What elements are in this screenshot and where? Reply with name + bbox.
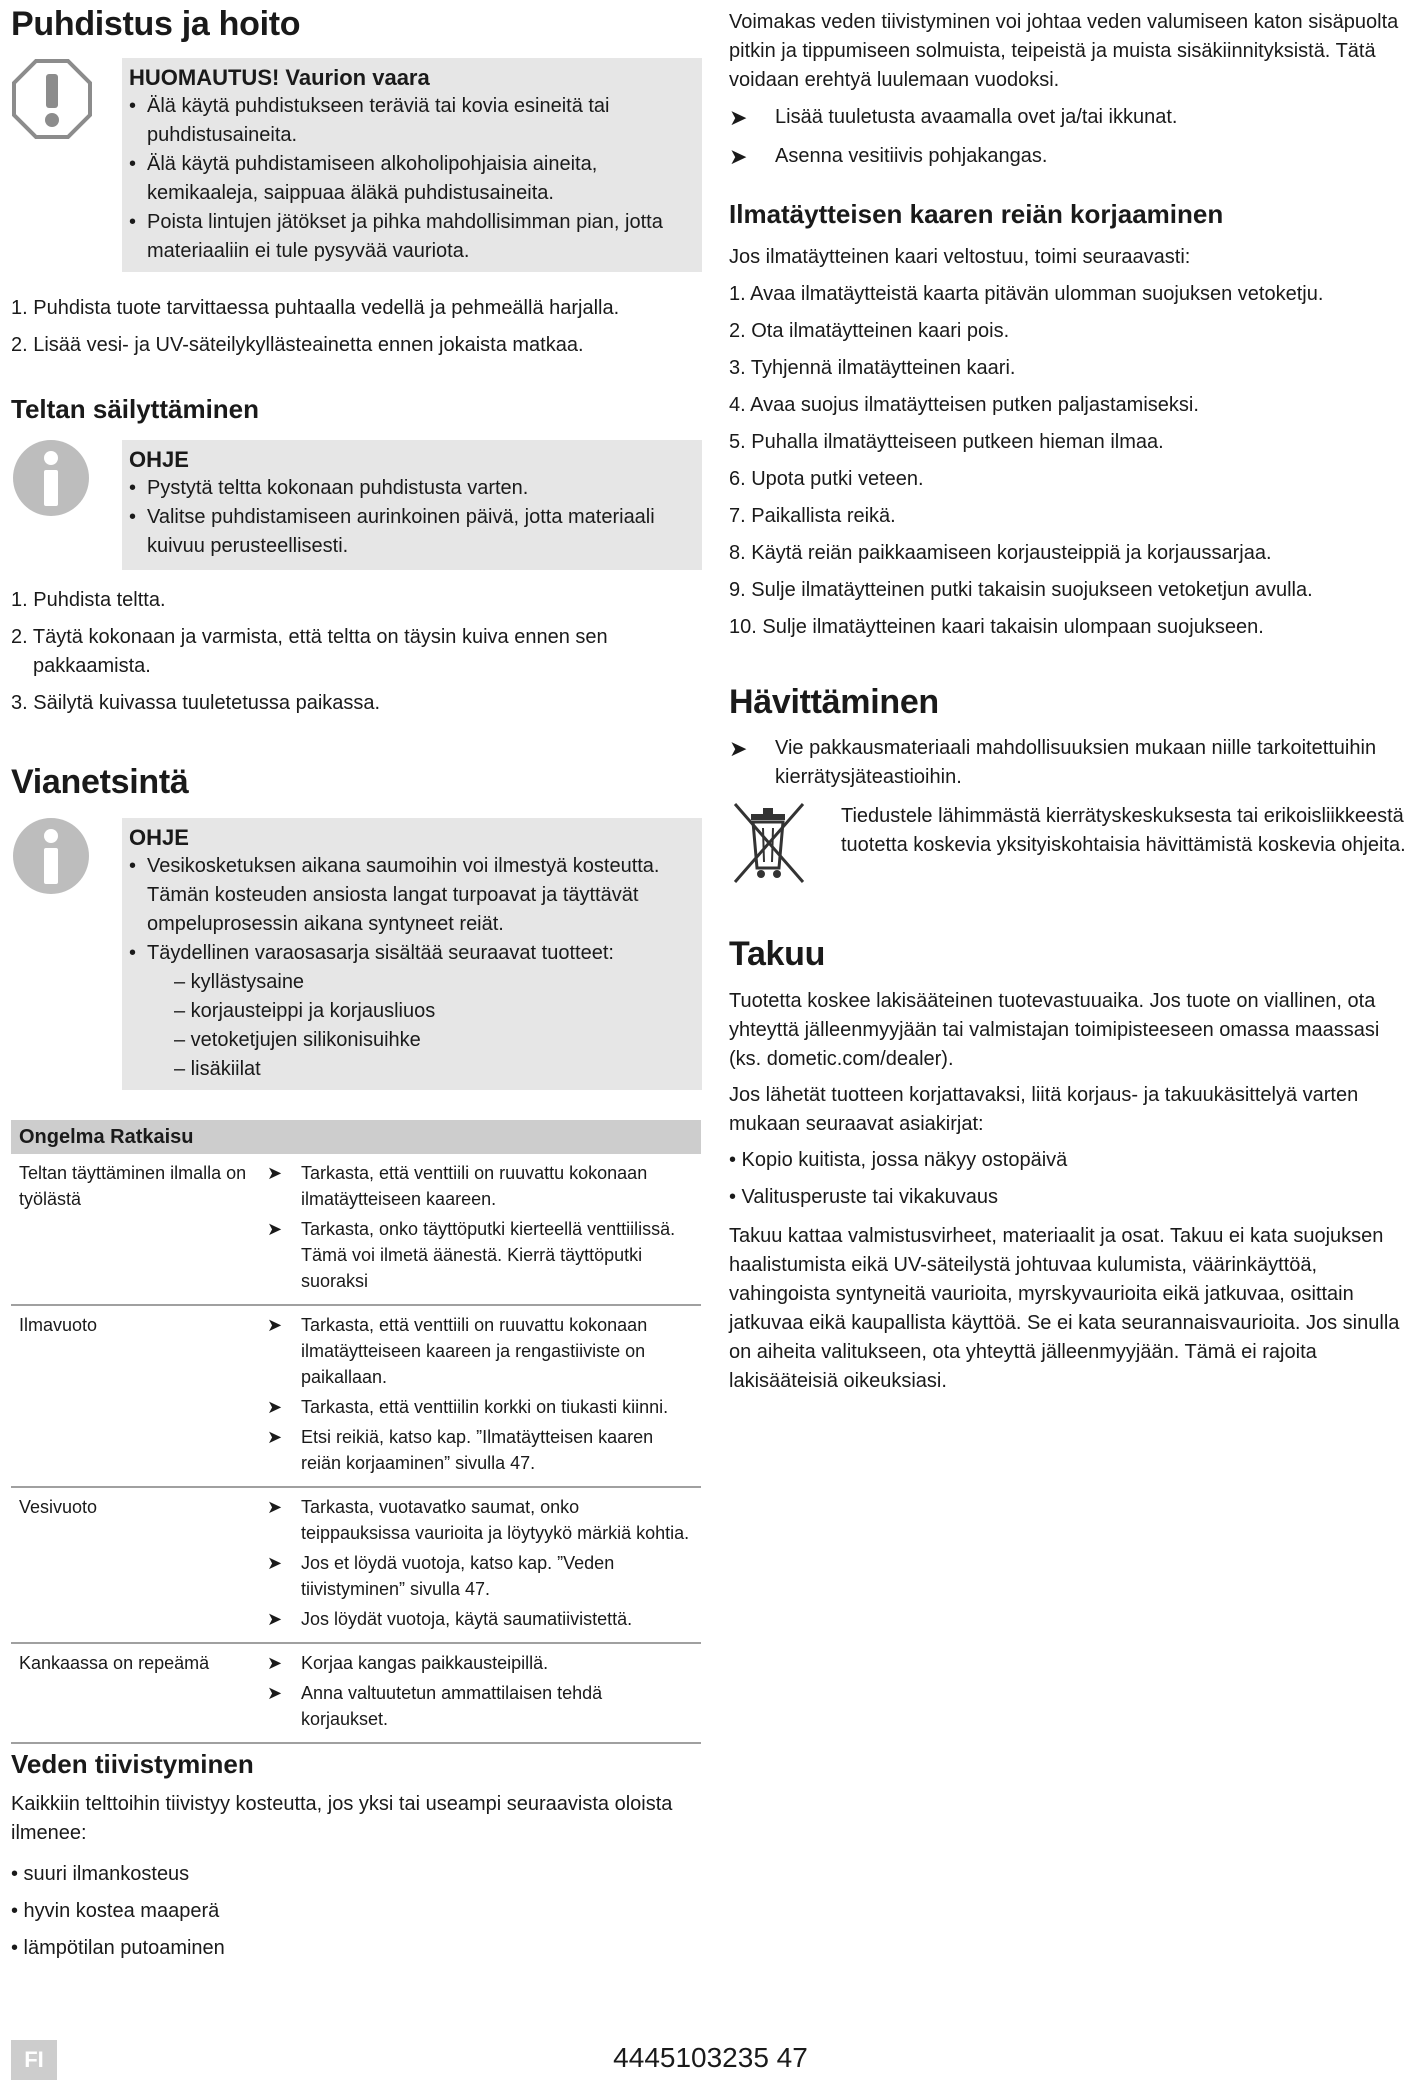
repair-intro: Jos ilmatäytteinen kaari veltostuu, toimi seuraavasti: <box>729 246 1191 268</box>
action-text: Lisää tuuletusta avaamalla ovet ja/tai ikkunat. <box>775 106 1178 128</box>
step: 7. Paikallista reikä. <box>729 505 896 527</box>
step: 9. Sulje ilmatäytteinen putki takaisin suojukseen vetoketjun avulla. <box>729 579 1313 601</box>
warranty-p3: Takuu kattaa valmistusvirheet, materiaalit ja osat. Takuu ei kata suojuksen haalistumista eikä UV-säteilystä johtuvaa kulumista, väärinkäyttöä, vahingoista syntyneitä vaurioita, myrskyvaurioita eikä jatkuvaa, osittain jatkuvaa eikä kaupallista käyttöä. Se ei kata seurannaisvaurioita. Jos sinulla on aiheita valitukseen, ota yhteyttä jälleenmyyjään. Tämä ei rajoita lakisääteisiä oikeuksiasi. <box>729 1225 1400 1392</box>
arrow-icon: ➤ <box>267 1609 283 1629</box>
condensation-intro: Kaikkiin telttoihin tiivistyy kosteutta, jos yksi tai useampi seuraavista oloista ilmenee: <box>11 1793 673 1844</box>
condensation-title: Veden tiivistyminen <box>11 1749 254 1779</box>
step: 2. Lisää vesi- ja UV-säteilykyllästeainetta ennen jokaista matkaa. <box>11 334 584 356</box>
troubleshooting-table <box>11 1120 701 1744</box>
info-circle-icon <box>11 816 91 905</box>
condensation-bullets <box>11 1860 701 1971</box>
solution-cell <box>257 1643 701 1743</box>
notice-title: OHJE <box>129 825 189 850</box>
arrow-icon: ➤ <box>267 1683 283 1703</box>
solution-text: Jos löydät vuotoja, käytä saumatiivistettä. <box>301 1609 633 1629</box>
disposal-actions <box>729 734 1414 802</box>
troubleshooting-title: Vianetsintä <box>11 763 189 801</box>
damage-notice <box>122 58 702 272</box>
table-row <box>11 1487 701 1643</box>
problem-cell: Vesivuoto <box>11 1487 257 1643</box>
problem-cell: Kankaassa on repeämä <box>11 1643 257 1743</box>
warranty-p1: Tuotetta koskee lakisääteinen tuotevastuuaika. Jos tuote on viallinen, ota yhteyttä jälleenmyyjään tai valmistajan toimipisteeseen omassa maassasi (ks. dometic.com/dealer). <box>729 990 1380 1070</box>
notice-item: • Poista lintujen jätökset ja pihka mahdollisimman pian, jotta materiaaliin ei tule pysyvää vauriota. <box>129 208 694 266</box>
notice-item: • Älä käytä puhdistukseen teräviä tai kovia esineitä tai puhdistusaineita. <box>129 92 694 150</box>
disposal-title: Hävittäminen <box>729 683 939 721</box>
page-number: 4445103235 47 <box>613 2042 808 2073</box>
language-badge: FI <box>11 2040 57 2080</box>
arrow-icon: ➤ <box>267 1497 283 1517</box>
solution-text: Anna valtuutetun ammattilaisen tehdä korjaukset. <box>301 1683 603 1729</box>
cleaning-title: Puhdistus ja hoito <box>11 5 301 43</box>
arrow-icon: ➤ <box>267 1553 283 1573</box>
arrow-icon: ➤ <box>267 1315 283 1335</box>
warranty-title: Takuu <box>729 935 826 973</box>
table-row <box>11 1305 701 1487</box>
storage-title: Teltan säilyttäminen <box>11 394 260 424</box>
weee-text: Tiedustele lähimmästä kierrätyskeskuksesta tai erikoisliikkeestä tuotetta koskevia yksityiskohtaisia hävittämistä koskevia ohjeita. <box>841 805 1406 856</box>
cleaning-steps <box>11 294 701 368</box>
crossed-bin-icon <box>731 800 807 895</box>
notice-item: • Vesikosketuksen aikana saumoihin voi ilmestyä kosteutta. Tämän kosteuden ansiosta langat turpoavat ja täyttävät ompeluprosessin aikana syntyneet reiät. <box>129 852 694 939</box>
action-item <box>729 103 1414 132</box>
action-item <box>729 734 1414 792</box>
step: 1. Puhdista tuote tarvittaessa puhtaalla vedellä ja pehmeällä harjalla. <box>11 297 620 319</box>
troubleshooting-notice <box>122 818 702 1090</box>
action-text: Asenna vesitiivis pohjakangas. <box>775 145 1048 167</box>
notice-item: • Valitse puhdistamiseen aurinkoinen päivä, jotta materiaali kuivuu perusteellisesti. <box>129 503 694 561</box>
step: 2. Ota ilmatäytteinen kaari pois. <box>729 320 1010 342</box>
step: 3. Säilytä kuivassa tuuletetussa paikassa. <box>11 692 381 714</box>
arrow-icon: ➤ <box>729 736 748 761</box>
bullet: • Kopio kuitista, jossa näkyy ostopäivä <box>729 1149 1068 1171</box>
problem-cell: Ilmavuoto <box>11 1305 257 1487</box>
step: 10. Sulje ilmatäytteinen kaari takaisin ulompaan suojukseen. <box>729 616 1264 638</box>
solution-text: Tarkasta, vuotavatko saumat, onko teippauksissa vaurioita ja löytyykö märkiä kohtia. <box>301 1497 690 1543</box>
step: 2. Täytä kokonaan ja varmista, että teltta on täysin kuiva ennen sen pakkaamista. <box>11 626 608 677</box>
step: 1. Avaa ilmatäytteistä kaarta pitävän ulomman suojuksen vetoketju. <box>729 283 1324 305</box>
solution-text: Tarkasta, että venttiili on ruuvattu kokonaan ilmatäytteiseen kaareen ja rengastiiviste on paikallaan. <box>301 1315 648 1387</box>
warranty-bullets <box>729 1146 1414 1220</box>
notice-item: • Älä käytä puhdistamiseen alkoholipohjaisia aineita, kemikaaleja, saippuaa äläkä puhdistusaineita. <box>129 150 694 208</box>
solution-text: Tarkasta, että venttiilin korkki on tiukasti kiinni. <box>301 1397 669 1417</box>
notice-subitem: – lisäkiilat <box>174 1058 261 1080</box>
bullet: • lämpötilan putoaminen <box>11 1937 225 1959</box>
solution-text: Etsi reikiä, katso kap. ”Ilmatäytteisen kaaren reiän korjaaminen” sivulla 47. <box>301 1427 654 1473</box>
solution-text: Korjaa kangas paikkausteipillä. <box>301 1653 549 1673</box>
storage-steps <box>11 586 701 726</box>
bullet: • suuri ilmankosteus <box>11 1863 190 1885</box>
solution-cell <box>257 1487 701 1643</box>
action-item <box>729 142 1414 171</box>
step: 4. Avaa suojus ilmatäytteisen putken paljastamiseksi. <box>729 394 1199 416</box>
arrow-icon: ➤ <box>267 1219 283 1239</box>
bullet: • hyvin kostea maaperä <box>11 1900 220 1922</box>
step: 1. Puhdista teltta. <box>11 589 166 611</box>
solution-text: Tarkasta, onko täyttöputki kierteellä venttiilissä. Tämä voi ilmetä äänestä. Kierrä täyttöputki suoraksi <box>301 1219 676 1291</box>
action-text: Vie pakkausmateriaali mahdollisuuksien mukaan niille tarkoitettuihin kierrätysjäteastioihin. <box>775 737 1377 788</box>
solution-cell <box>257 1154 701 1305</box>
arrow-icon: ➤ <box>729 144 748 169</box>
warranty-p2: Jos lähetät tuotteen korjattavaksi, liitä korjaus- ja takuukäsittelyä varten mukaan seuraavat asiakirjat: <box>729 1084 1359 1135</box>
table-header: Ongelma Ratkaisu <box>11 1120 701 1154</box>
arrow-icon: ➤ <box>267 1427 283 1447</box>
arrow-icon: ➤ <box>267 1163 283 1183</box>
notice-title: OHJE <box>129 447 189 472</box>
step: 5. Puhalla ilmatäytteiseen putkeen hieman ilmaa. <box>729 431 1164 453</box>
notice-title: HUOMAUTUS! Vaurion vaara <box>129 65 430 90</box>
step: 8. Käytä reiän paikkaamiseen korjausteippiä ja korjaussarjaa. <box>729 542 1272 564</box>
step: 6. Upota putki veteen. <box>729 468 924 490</box>
notice-item: • Pystytä teltta kokonaan puhdistusta varten. <box>129 474 694 503</box>
condensation-continued: Voimakas veden tiivistyminen voi johtaa veden valumiseen katon sisäpuolta pitkin ja tippumiseen solmuista, teipeistä ja muista sisäkiinnityksistä. Tätä voidaan erehtyä luulemaan vuodoksi. <box>729 11 1399 91</box>
repair-title: Ilmatäytteisen kaaren reiän korjaaminen <box>729 199 1224 229</box>
solution-text: Tarkasta, että venttiili on ruuvattu kokonaan ilmatäytteiseen kaareen. <box>301 1163 648 1209</box>
notice-subitem: – vetoketjujen silikonisuihke <box>174 1029 421 1051</box>
arrow-icon: ➤ <box>267 1653 283 1673</box>
storage-notice <box>122 440 702 570</box>
problem-cell: Teltan täyttäminen ilmalla on työlästä <box>11 1154 257 1305</box>
step: 3. Tyhjennä ilmatäytteinen kaari. <box>729 357 1016 379</box>
table-row <box>11 1643 701 1743</box>
table-row <box>11 1154 701 1305</box>
solution-cell <box>257 1305 701 1487</box>
notice-subitem: – korjausteippi ja korjausliuos <box>174 1000 436 1022</box>
arrow-icon: ➤ <box>267 1397 283 1417</box>
notice-subitem: – kyllästysaine <box>174 971 305 993</box>
solution-text: Jos et löydä vuotoja, katso kap. ”Veden tiivistyminen” sivulla 47. <box>301 1553 615 1599</box>
condensation-actions <box>729 103 1414 181</box>
repair-steps <box>729 280 1414 650</box>
warning-octagon-icon <box>11 58 93 149</box>
info-circle-icon <box>11 438 91 527</box>
notice-item: • Täydellinen varaosasarja sisältää seuraavat tuotteet: <box>129 939 694 968</box>
arrow-icon: ➤ <box>729 105 748 130</box>
bullet: • Valitusperuste tai vikakuvaus <box>729 1186 998 1208</box>
